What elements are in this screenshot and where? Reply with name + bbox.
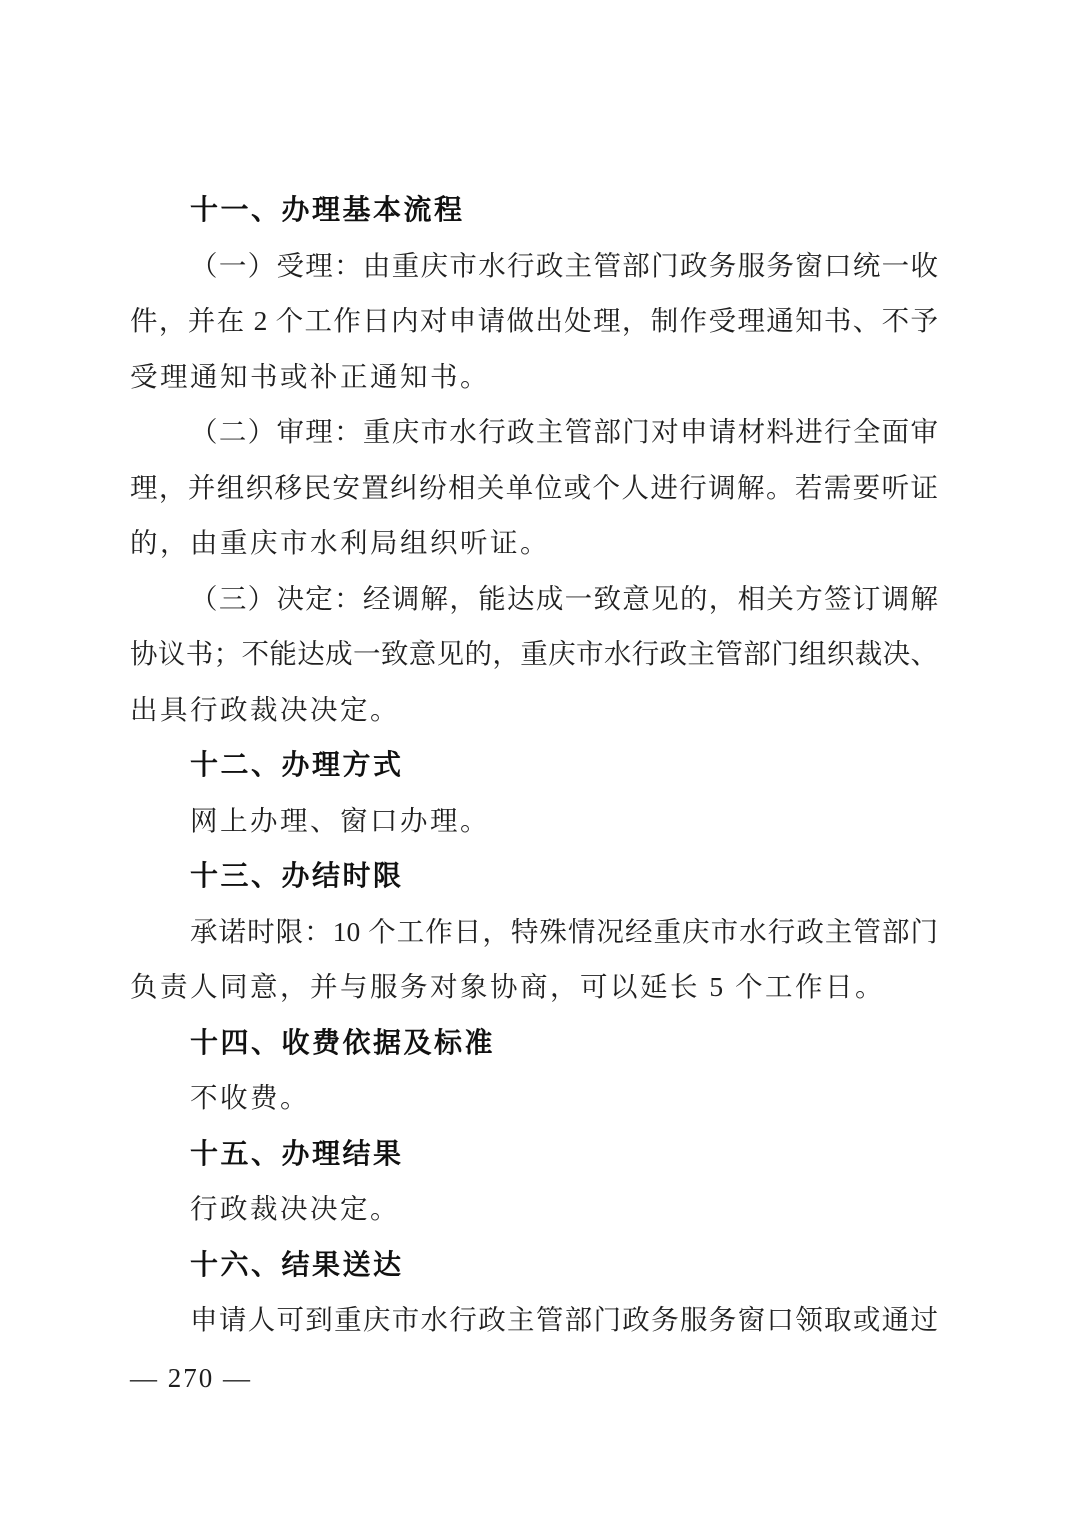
paragraph-line: 申请人可到重庆市水行政主管部门政务服务窗口领取或通过 <box>190 1304 938 1335</box>
paragraph-line: 受理通知书或补正通知书。 <box>130 360 490 392</box>
section-heading-13: 十三、办结时限 <box>190 860 404 891</box>
section-heading-12: 十二、办理方式 <box>190 749 404 780</box>
paragraph-line: （三）决定：经调解，能达成一致意见的，相关方签订调解 <box>190 582 938 614</box>
paragraph-line: （二）审理：重庆市水行政主管部门对申请材料进行全面审 <box>190 416 938 447</box>
section-heading-16: 十六、结果送达 <box>190 1248 404 1280</box>
paragraph-line: 协议书；不能达成一致意见的，重庆市水行政主管部门组织裁决、 <box>130 638 938 669</box>
paragraph-line: 出具行政裁决决定。 <box>130 693 400 725</box>
paragraph-line: 行政裁决决定。 <box>190 1193 400 1224</box>
section-heading-14: 十四、收费依据及标准 <box>190 1026 496 1058</box>
paragraph-line: （一）受理：由重庆市水行政主管部门政务服务窗口统一收 <box>190 249 938 281</box>
section-heading-15: 十五、办理结果 <box>190 1137 404 1169</box>
page-number: — 270 — <box>130 1363 252 1393</box>
paragraph-line: 理，并组织移民安置纠纷相关单位或个人进行调解。若需要听证 <box>130 471 938 503</box>
paragraph-line: 承诺时限：10 个工作日，特殊情况经重庆市水行政主管部门 <box>190 915 938 947</box>
paragraph-line: 的，由重庆市水利局组织听证。 <box>130 527 550 558</box>
section-heading-11: 十一、办理基本流程 <box>190 194 465 225</box>
paragraph-line: 不收费。 <box>190 1082 310 1113</box>
paragraph-line: 网上办理、窗口办理。 <box>190 804 490 836</box>
paragraph-line: 件，并在 2 个工作日内对申请做出处理，制作受理通知书、不予 <box>130 305 938 336</box>
paragraph-line: 负责人同意，并与服务对象协商，可以延长 5 个工作日。 <box>130 971 885 1002</box>
document-body <box>130 182 938 1348</box>
